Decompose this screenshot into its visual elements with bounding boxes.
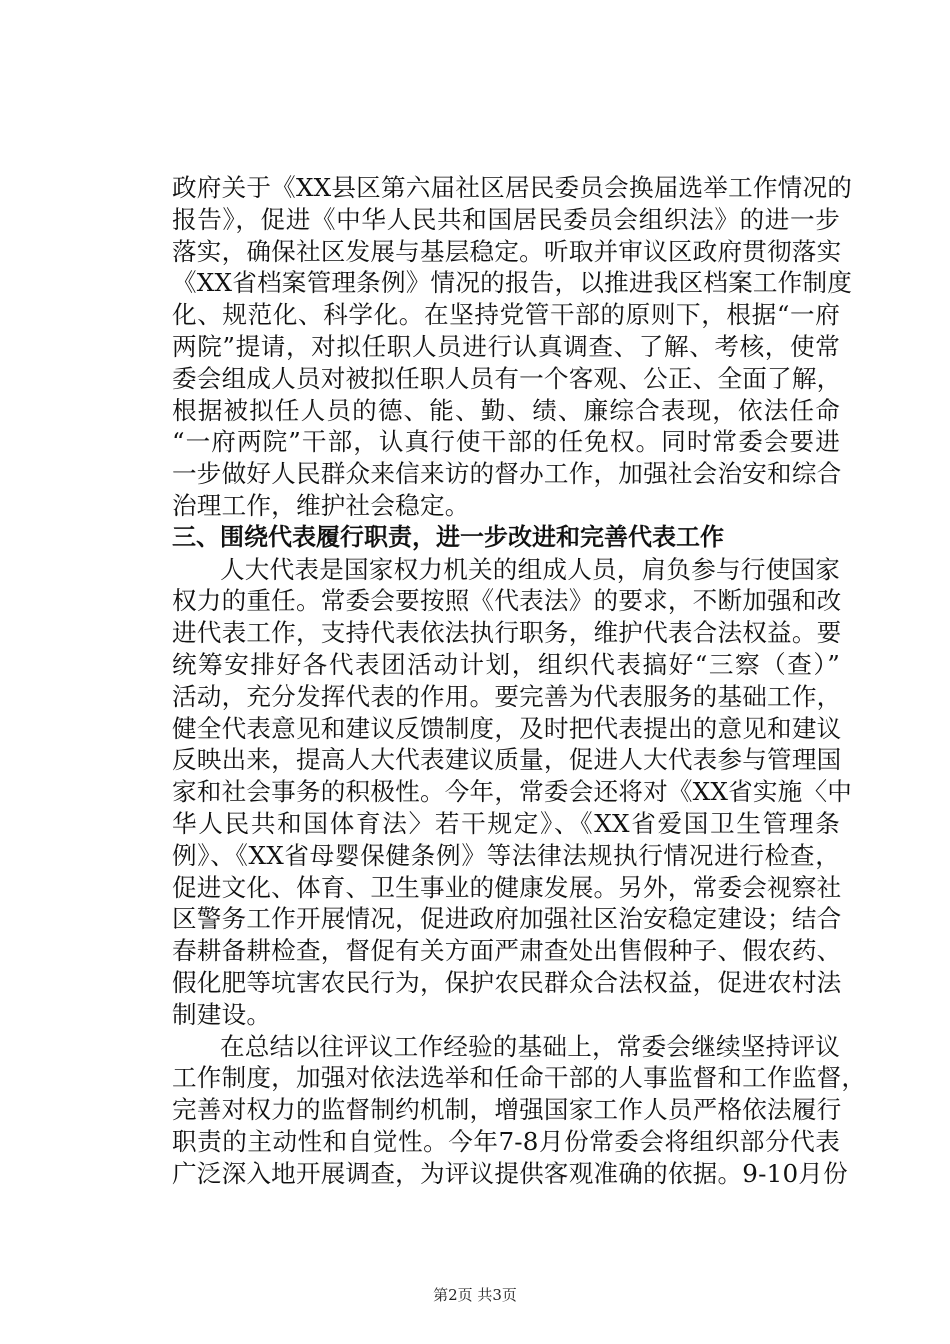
text-line: 政府关于《XX县区第六届社区居民委员会换届选举工作情况的 xyxy=(172,173,853,202)
text-line: 统筹安排好各代表团活动计划，组织代表搞好“三察（查）” xyxy=(172,649,840,679)
page-number: 第2页 共3页 xyxy=(433,1286,517,1304)
page-footer xyxy=(0,1284,950,1305)
text-line: 两院”提请，对拟任职人员进行认真调查、了解、考核，使常 xyxy=(172,331,840,361)
text-line: 治理工作，维护社会稳定。 xyxy=(172,490,470,520)
text-line: 家和社会事务的积极性。今年，常委会还将对《XX省实施〈中 xyxy=(172,777,853,807)
text-line: 职责的主动性和自觉性。今年7-8月份常委会将组织部分代表 xyxy=(172,1126,840,1156)
text-line: 根据被拟任人员的德、能、勤、绩、廉综合表现，依法任命 xyxy=(172,395,840,425)
text-line: 区警务工作开展情况，促进政府加强社区治安稳定建设；结合 xyxy=(172,904,842,934)
text-line: 制建设。 xyxy=(172,999,272,1029)
text-line: 工作制度，加强对依法选举和任命干部的人事监督和工作监督， xyxy=(172,1063,867,1093)
text-line: 例》、《XX省母婴保健条例》等法律法规执行情况进行检查， xyxy=(172,840,840,870)
text-line: 《XX省档案管理条例》情况的报告，以推进我区档案工作制度 xyxy=(172,268,853,298)
text-line: 一步做好人民群众来信来访的督办工作，加强社会治安和综合 xyxy=(172,459,842,489)
paragraph-2 xyxy=(172,554,853,1031)
text-line: 假化肥等坑害农民行为，保护农民群众合法权益，促进农村法 xyxy=(172,967,842,997)
text-line: “一府两院”干部，认真行使干部的任免权。同时常委会要进 xyxy=(172,427,840,457)
text-line: 报告》，促进《中华人民共和国居民委员会组织法》的进一步 xyxy=(172,204,840,234)
section-heading: 三、围绕代表履行职责，进一步改进和完善代表工作 xyxy=(172,522,724,551)
text-line: 落实，确保社区发展与基层稳定。听取并审议区政府贯彻落实 xyxy=(172,236,842,266)
text-line: 促进文化、体育、卫生事业的健康发展。另外，常委会视察社 xyxy=(172,872,842,902)
text-line: 人大代表是国家权力机关的组成人员，肩负参与行使国家 xyxy=(220,554,840,584)
text-line: 化、规范化、科学化。在坚持党管干部的原则下，根据“一府 xyxy=(172,300,840,330)
text-line: 广泛深入地开展调查，为评议提供客观准确的依据。9-10月份 xyxy=(172,1158,848,1188)
text-line: 华人民共和国体育法〉若干规定》、《XX省爱国卫生管理条 xyxy=(172,808,840,838)
text-line: 健全代表意见和建议反馈制度，及时把代表提出的意见和建议 xyxy=(172,713,842,743)
text-line: 进代表工作，支持代表依法执行职务，维护代表合法权益。要 xyxy=(172,618,842,648)
text-line: 完善对权力的监督制约机制，增强国家工作人员严格依法履行 xyxy=(172,1095,842,1125)
text-line: 在总结以往评议工作经验的基础上，常委会继续坚持评议 xyxy=(220,1031,840,1061)
paragraph-1 xyxy=(172,172,853,522)
text-line: 权力的重任。常委会要按照《代表法》的要求，不断加强和改 xyxy=(172,586,842,616)
text-line: 反映出来，提高人大代表建议质量，促进人大代表参与管理国 xyxy=(172,745,842,775)
paragraph-3 xyxy=(172,1031,867,1190)
document-body xyxy=(172,172,867,1190)
text-line: 活动，充分发挥代表的作用。要完善为代表服务的基础工作， xyxy=(172,681,842,711)
text-line: 春耕备耕检查，督促有关方面严肃查处出售假种子、假农药、 xyxy=(172,936,842,966)
text-line: 委会组成人员对被拟任职人员有一个客观、公正、全面了解， xyxy=(172,363,842,393)
